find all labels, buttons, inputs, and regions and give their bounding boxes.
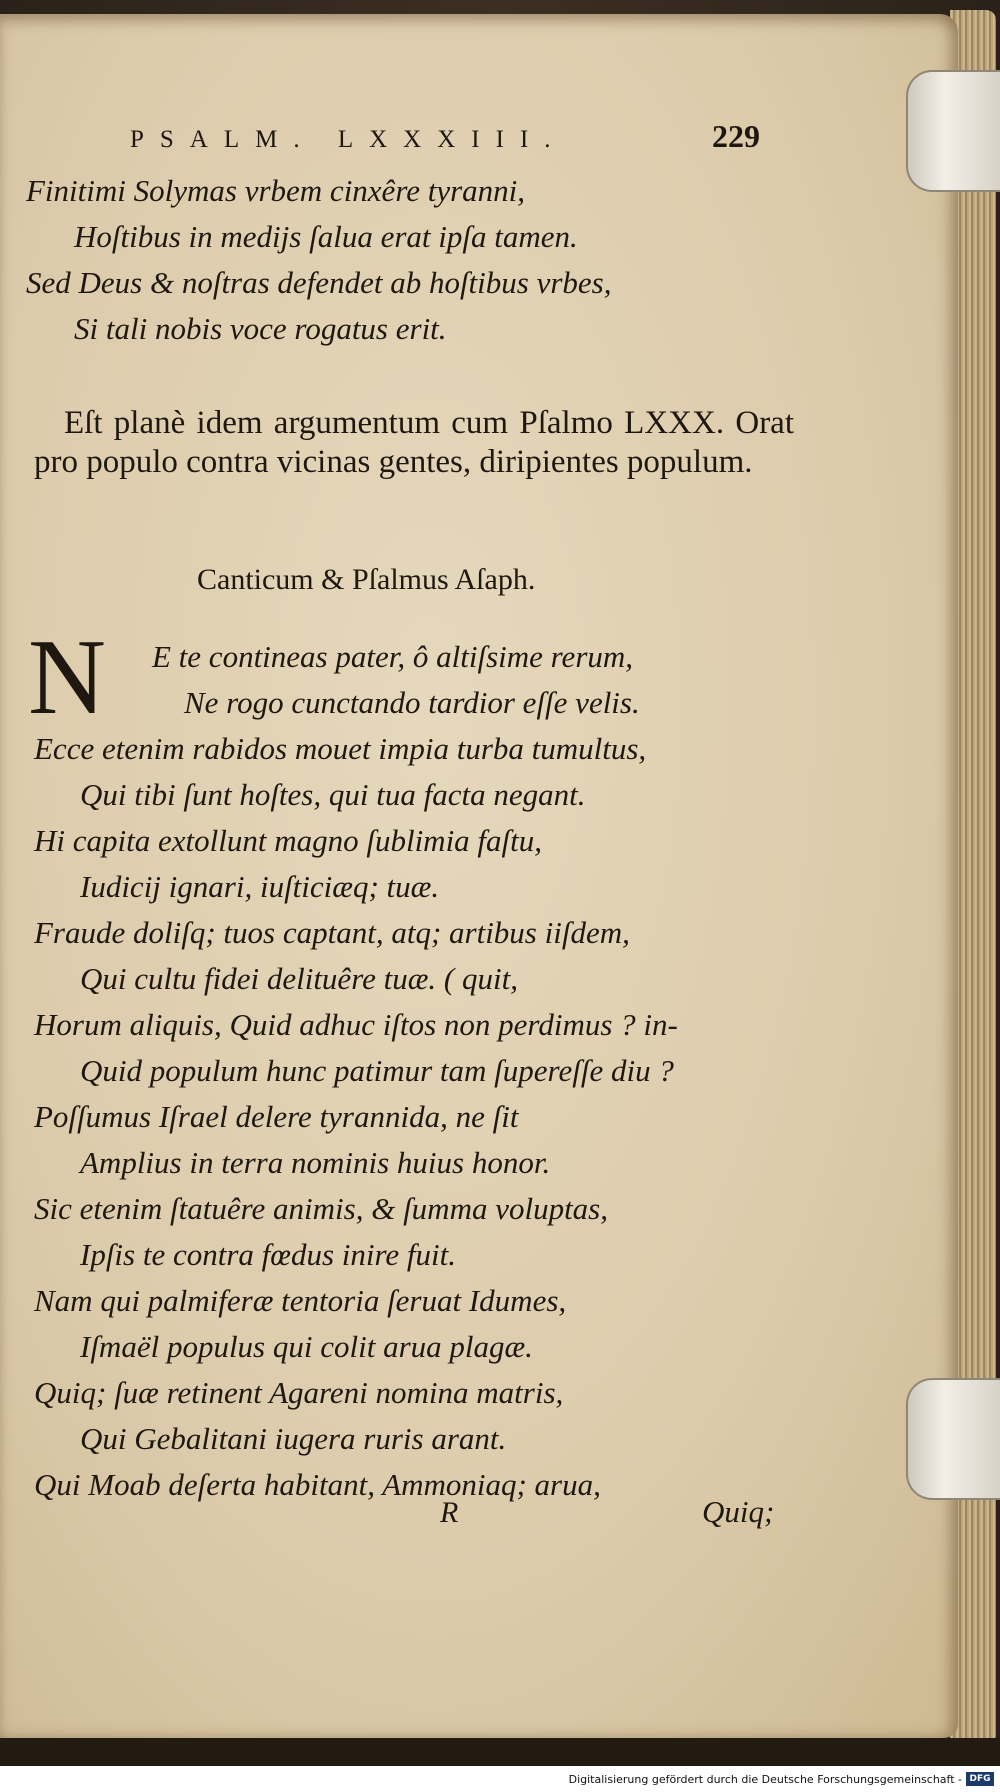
verse-line: Horum aliquis, Quid adhuc iſtos non perdimus ? in- — [34, 1007, 678, 1042]
verse-line: Fraude doliſq; tuos captant, atq; artibus iiſdem, — [34, 915, 630, 950]
footer-credit: Digitalisierung gefördert durch die Deutsche Forschungsgemeinschaft - — [568, 1773, 962, 1786]
scan-bottom-edge — [0, 1738, 1000, 1766]
verse-line: Ecce etenim rabidos mouet impia turba tumultus, — [34, 731, 647, 766]
verse-line: Qui Moab deſerta habitant, Ammoniaq; arua, — [34, 1467, 601, 1502]
catchword: Quiq; — [702, 1494, 775, 1529]
verse-line: Hi capita extollunt magno ſublimia faſtu, — [34, 823, 543, 858]
drop-capital: N — [28, 618, 106, 737]
verse-line: Amplius in terra nominis huius honor. — [80, 1145, 551, 1180]
verse-line: Hoſtibus in medijs ſalua erat ipſa tamen. — [74, 219, 578, 254]
verse-line: Poſſumus Iſrael delere tyrannida, ne ſit — [34, 1099, 519, 1134]
running-head: PSALM. LXXXIII. — [130, 126, 567, 153]
verse-line: Ne rogo cunctando tardior eſſe velis. — [184, 685, 640, 720]
verse-line: Iudicij ignari, iuſticiæq; tuæ. — [80, 869, 440, 904]
verse-line: Finitimi Solymas vrbem cinxêre tyranni, — [26, 173, 526, 208]
verse-line: Qui cultu fidei delituêre tuæ. ( quit, — [80, 961, 518, 996]
verse-line: Sed Deus & noſtras defendet ab hoſtibus vrbes, — [26, 265, 612, 300]
verse-line: Quiq; ſuæ retinent Agareni nomina matris, — [34, 1375, 564, 1410]
verse-line: Iſmaël populus qui colit arua plagæ. — [80, 1329, 533, 1364]
psalm-subtitle: Canticum & Pſalmus Aſaph. — [197, 563, 536, 596]
argument-paragraph: Eſt planè idem argumentum cum Pſalmo LXXX. Orat pro populo contra vicinas gentes, diripientes populum. — [34, 405, 794, 480]
page-number: 229 — [712, 118, 760, 154]
verse-line: E te contineas pater, ô altiſsime rerum, — [152, 639, 634, 674]
dfg-logo-icon: DFG — [966, 1772, 994, 1786]
signature-mark: R — [440, 1496, 459, 1529]
verse-line: Qui tibi ſunt hoſtes, qui tua facta negant. — [80, 777, 586, 812]
verse-line: Nam qui palmiferæ tentoria ſeruat Idumes, — [34, 1283, 567, 1318]
verse-top — [26, 168, 956, 352]
verse-line: Si tali nobis voce rogatus erit. — [74, 311, 447, 346]
verse-line: Ipſis te contra fœdus inire fuit. — [80, 1237, 457, 1272]
verse-line: Quid populum hunc patimur tam ſupereſſe diu ? — [80, 1053, 674, 1088]
verse-line: Qui Gebalitani iugera ruris arant. — [80, 1421, 507, 1456]
verse-line: Sic etenim ſtatuêre animis, & ſumma voluptas, — [34, 1191, 608, 1226]
verse-main — [34, 634, 964, 1508]
